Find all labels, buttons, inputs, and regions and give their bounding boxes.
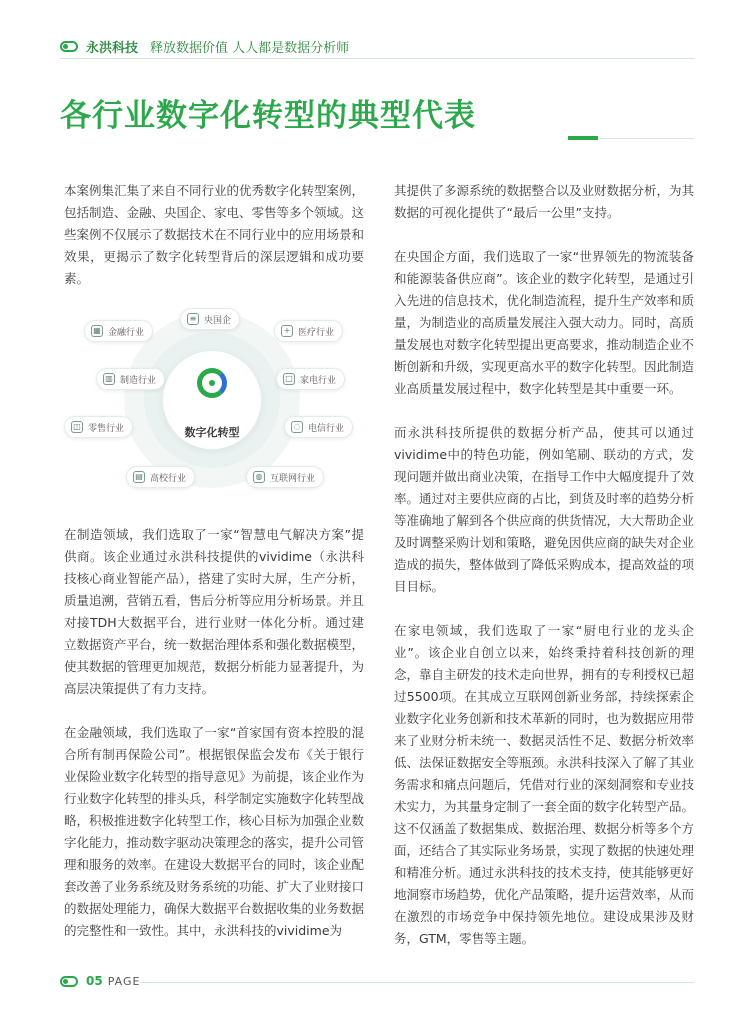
chip-label: 制造行业 [120, 375, 157, 386]
chip-label: 金融行业 [108, 327, 145, 338]
signal-icon: ◌ [291, 421, 303, 433]
school-icon: ▤ [133, 471, 145, 483]
chip-soe [180, 308, 240, 330]
intro-paragraph: 本案例集汇集了来自不同行业的优秀数字化转型案例，包括制造、金融、央国企、家电、零售等多个领域。这些案例不仅展示了数据技术在不同行业中的应用场景和效果，更揭示了数字化转型背后的深层逻辑和成功要素。 [64, 183, 365, 286]
title-accent-bar [568, 136, 598, 140]
chip-medical [274, 320, 343, 342]
chip-label: 电信行业 [308, 423, 345, 434]
chip-retail [64, 416, 133, 438]
chip-label: 高校行业 [150, 473, 187, 484]
finance-case-paragraph: 在金融领域，我们选取了一家“首家国有资本控股的混合所有制再保险公司”。根据银保监会发布《关于银行业保险业数字化转型的指导意见》为前提，该企业作为行业数字化转型的排头兵，科学制定实施数字化转型战略，积极推进数字化转型工作，核心目标为加强企业数字化能力，推动数字驱动决策理念的落实，提升公司管理和服务的效率。在建设大数据平台的同时，该企业配套改善了业务系统及财务系统的功能、扩大了业财接口的数据处理能力，确保大数据平台数据收集的业务数据的完整性和一致性。其中，永洪科技的vividime为 [64, 725, 365, 938]
chip-appliance [276, 368, 345, 390]
building-icon: ▦ [91, 325, 103, 337]
brand-name: 永洪科技 [86, 40, 139, 56]
chip-manufacturing [96, 368, 165, 390]
chip-label: 央国企 [204, 315, 232, 326]
manufacturing-case-paragraph: 在制造领域，我们选取了一家“智慧电气解决方案”提供商。该企业通过永洪科技提供的vividime（永洪科技核心商业智能产品），搭建了实时大屏，生产分析，质量追溯，营销五看，售后分析等应用分析场景。并且对接TDH大数据平台，进行业财一体化分析。通过建立数据资产平台，统一数据治理体系和强化数据模型，使其数据的管理更加规范，数据分析能力显著提升，为高层决策提供了有力支持。 [64, 527, 365, 696]
soe-case-paragraph: 在央国企方面，我们选取了一家“世界领先的物流装备和能源装备供应商”。该企业的数字化转型，是通过引入先进的信息技术，优化制造流程，提升生产效率和质量，为制造业的高质量发展注入强大动力。同时，高质量发展也对数字化转型提出更高要求，推动制造企业不断创新和升级，实现更高水平的数字化转型。因此制造业高质量发展过程中，数字化转型是其中重要一环。 [394, 249, 695, 396]
page-header [60, 36, 694, 56]
page-footer [60, 974, 140, 988]
chip-internet [246, 466, 324, 488]
header-divider [60, 58, 694, 59]
medical-icon: + [281, 325, 293, 337]
digital-transform-logo-icon [197, 368, 227, 398]
chip-label: 家电行业 [300, 375, 337, 386]
document-icon: ≡ [187, 313, 199, 325]
right-column-cases [394, 180, 694, 972]
finance-case-continued: 其提供了多源系统的数据整合以及业财数据分析，为其数据的可视化提供了“最后一公里”支持。 [394, 183, 695, 220]
left-column-cases [64, 524, 364, 964]
chip-label: 医疗行业 [298, 327, 335, 338]
chip-telecom [284, 416, 353, 438]
industry-diagram [62, 300, 370, 500]
footer-divider [140, 982, 694, 983]
title-rule [598, 138, 694, 139]
chip-label: 零售行业 [88, 423, 125, 434]
soe-product-paragraph: 而永洪科技所提供的数据分析产品，使其可以通过vividime中的特色功能，例如笔刷、联动的方式，发现问题并做出商业决策，在指导工作中大幅度提升了效率。通过对主要供应商的占比，到货及时率的趋势分析等准确地了解到各个供应商的供货情况，大大帮助企业及时调整采购计划和策略，避免因供应商的缺失对企业造成的损失，整体做到了降低采购成本，提高效益的项目目标。 [394, 425, 695, 594]
page-title: 各行业数字化转型的典型代表 [60, 98, 476, 134]
appliance-icon: □ [283, 373, 295, 385]
globe-icon: ◍ [253, 471, 265, 483]
chip-label: 互联网行业 [270, 473, 316, 484]
page-number: 05 [86, 974, 103, 988]
cart-icon: ◫ [71, 421, 83, 433]
diagram-center-label: 数字化转型 [184, 426, 240, 439]
factory-icon: ▥ [103, 373, 115, 385]
brand-logo-icon [60, 41, 78, 52]
brand-slogan: 释放数据价值 人人都是数据分析师 [150, 40, 350, 56]
chip-university [126, 466, 195, 488]
appliance-case-paragraph: 在家电领域，我们选取了一家“厨电行业的龙头企业”。该企业自创立以来，始终秉持着科技创新的理念，靠自主研发的技术走向世界，拥有的专利授权已超过5500项。在其成立互联网创新业务部，持续探索企业数字化业务创新和技术革新的同时，也为数据应用带来了业财分析未统一、数据灵活性不足、数据分析效率低、法保证数据安全等瓶颈。永洪科技深入了解了其业务需求和痛点问题后，凭借对行业的深刻洞察和专业技术实力，为其量身定制了一套全面的数字化转型产品。这不仅涵盖了数据集成、数据治理、数据分析等多个方面，还结合了其实际业务场景，实现了数据的快速处理和精准分析。通过永洪科技的技术支持，使其能够更好地洞察市场趋势，优化产品策略，提升运营效率，从而在激烈的市场竞争中保持领先地位。建设成果涉及财务，GTM，零售等主题。 [394, 623, 695, 946]
left-column-intro [64, 180, 364, 312]
page-word: PAGE [107, 974, 141, 988]
footer-logo-icon [60, 976, 78, 987]
chip-finance [84, 320, 153, 342]
